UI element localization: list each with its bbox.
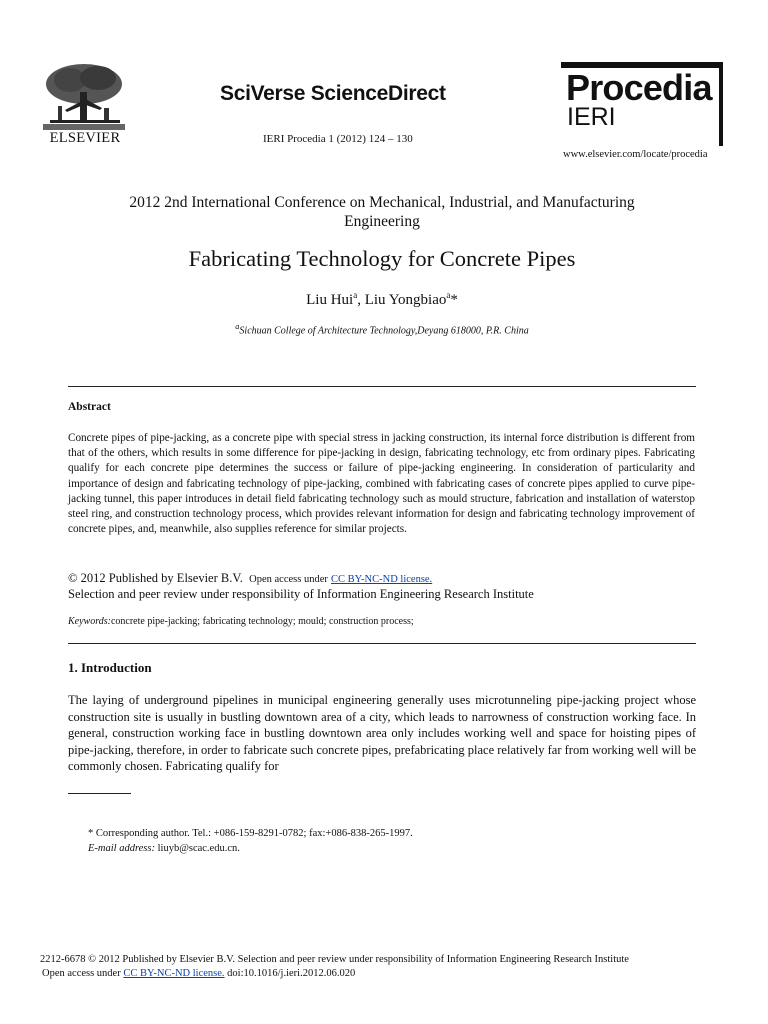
platform-name[interactable]: SciVerse ScienceDirect xyxy=(220,82,446,105)
copyright-published: © 2012 Published by Elsevier B.V. xyxy=(68,571,243,585)
conference-name: 2012 2nd International Conference on Mechanical, Industrial, and Manufacturing Engineering xyxy=(129,194,635,230)
email-label: E-mail address: xyxy=(88,843,155,854)
corresponding-mark: * xyxy=(450,292,458,308)
author-1-affil: a xyxy=(353,290,358,300)
authors xyxy=(60,290,704,309)
affiliation-text: Sichuan College of Architecture Technology,Deyang 618000, P.R. China xyxy=(239,325,529,337)
abstract-top-rule xyxy=(68,386,696,387)
corresponding-author-footnote: * Corresponding author. Tel.: +086-159-8291-0782; fax:+086-838-265-1997. xyxy=(88,828,413,839)
open-access-label: Open access under xyxy=(249,574,328,585)
footer-license-link[interactable]: CC BY-NC-ND license. xyxy=(123,968,225,979)
author-1: Liu Hui xyxy=(306,292,354,308)
publisher-name: ELSEVIER xyxy=(49,130,121,146)
author-2: Liu Yongbiao xyxy=(364,292,447,308)
footer-copyright: 2212-6678 © 2012 Published by Elsevier B.V. Selection and peer review under responsibility of Information Engineering Research Institute xyxy=(40,954,629,965)
keywords-list: concrete pipe-jacking; fabricating technology; mould; construction process; xyxy=(110,616,414,627)
keywords xyxy=(68,616,414,627)
footer-open-access: Open access under xyxy=(42,968,124,979)
license-link[interactable]: CC BY-NC-ND license. xyxy=(330,574,433,585)
paper-title: Fabricating Technology for Concrete Pipes xyxy=(188,246,576,271)
footer-license-doi xyxy=(42,968,355,979)
author-2-affil: a xyxy=(446,290,451,300)
introduction-text: The laying of underground pipelines in municipal engineering generally uses microtunneling pipe-jacking project whose construction site is usually in bustling downtown area of a city, which leads to narrowness of construction working face. In general, construction working face in bustling downtown area only includes working well and space for hoisting pipes of pipe-jacking, therefore, in order to fabricate such concrete pipes, prefabricating place relatively far from working well will be commonly chosen. Fabricating qualify for xyxy=(68,693,696,774)
footer-doi[interactable]: doi:10.1016/j.ieri.2012.06.020 xyxy=(224,968,356,979)
journal-subtitle: IERI xyxy=(567,103,616,131)
peer-review-statement: Selection and peer review under responsibility of Information Engineering Research Institute xyxy=(68,587,534,601)
affiliation xyxy=(60,322,704,336)
email-footnote xyxy=(88,843,240,854)
affiliation-mark: a xyxy=(235,322,240,331)
author-separator: , xyxy=(357,292,365,308)
abstract-heading: Abstract xyxy=(68,401,111,413)
email-address[interactable]: liuyb@scac.edu.cn. xyxy=(154,843,240,854)
footnote-rule xyxy=(68,793,131,794)
journal-url[interactable]: www.elsevier.com/locate/procedia xyxy=(563,149,708,160)
keywords-label: Keywords: xyxy=(68,616,111,627)
abstract-text: Concrete pipes of pipe-jacking, as a concrete pipe with special stress in jacking construction, its internal force distribution is different from that of the others, which results in some difference for pipe-jacking in design, fabricating technology, etc from ordinary pipes. Fabricating qualify for each concrete pipe determines the success or failure of pipe-jacking engineering. In consideration of particularity and importance of design and fabricating technology of pipe-jacking, combined with fabricating cases of concrete pipes applied to curve pipe-jacking tunnel, this paper introduces in detail field fabricating technology such as mould structure, fabrication and installation of waterstop steel ring, and construction technology process, which provides relevant information for design and fabricating technology improvement of concrete pipes, and, meanwhile, also supplies reference for similar projects. xyxy=(68,432,695,536)
journal-name: Procedia xyxy=(566,67,712,108)
abstract-bottom-rule xyxy=(68,643,696,644)
copyright-line xyxy=(68,571,432,586)
journal-reference: IERI Procedia 1 (2012) 124 – 130 xyxy=(263,133,413,145)
section-heading-introduction: 1. Introduction xyxy=(68,660,152,675)
